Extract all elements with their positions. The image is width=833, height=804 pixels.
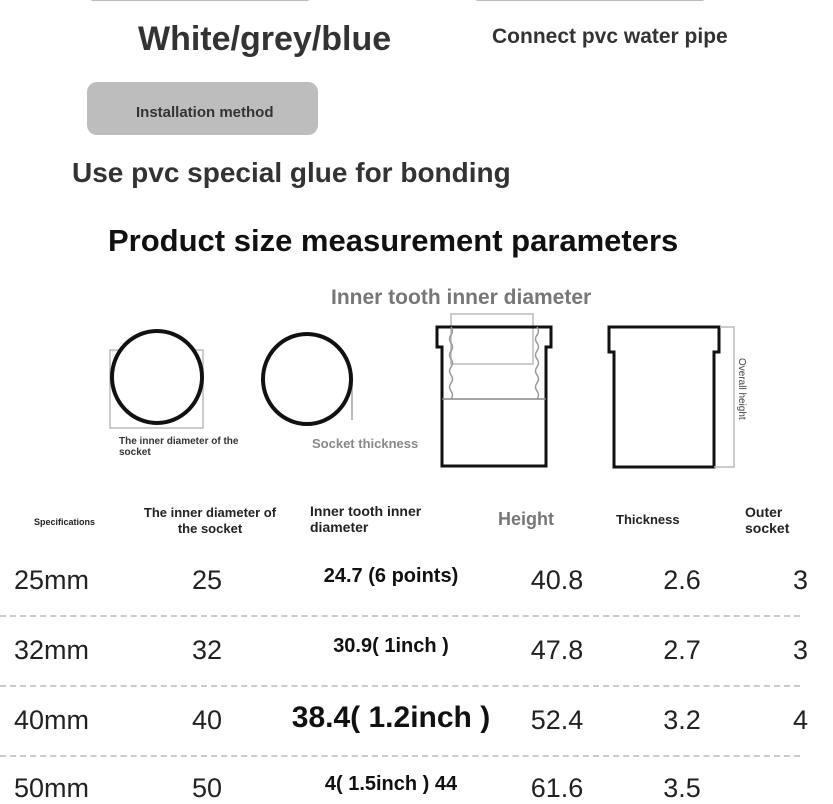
table-cell: 38.4( 1.2inch )	[291, 701, 491, 734]
table-cell: 3.2	[663, 705, 701, 735]
connect-heading: Connect pvc water pipe	[492, 25, 728, 48]
table-cell: 24.7 (6 points)	[323, 565, 459, 587]
header-outer-socket: Outer socket	[745, 504, 790, 536]
table-cell: 3	[793, 565, 809, 595]
table-cell: 3	[793, 635, 809, 665]
table-cell: 50mm	[14, 773, 90, 803]
table-cell: 40mm	[14, 705, 90, 735]
top-divider-left	[90, 0, 310, 1]
header-socket-inner-diameter: The inner diameter of the socket	[143, 505, 277, 536]
socket-thickness-caption: Socket thickness	[312, 436, 419, 451]
table-cell: 40	[191, 705, 223, 735]
table-cell: 25	[191, 565, 223, 595]
socket-thickness-circle	[263, 334, 352, 424]
installation-method-badge	[87, 82, 318, 135]
plain-fitting-section	[609, 327, 734, 467]
header-height: Height	[498, 509, 554, 529]
socket-inner-circle	[110, 331, 203, 428]
header-thickness: Thickness	[616, 512, 680, 527]
row-divider	[0, 615, 800, 617]
table-cell: 25mm	[14, 565, 90, 595]
table-cell: 3.5	[663, 773, 701, 803]
row-divider	[0, 685, 800, 687]
table-cell: 32	[191, 635, 223, 665]
table-cell: 40.8	[530, 565, 584, 595]
table-cell: 50	[191, 773, 223, 803]
table-cell: 47.8	[530, 635, 584, 665]
table-cell: 61.6	[530, 773, 584, 803]
inner-tooth-label: Inner tooth inner diameter	[331, 286, 592, 309]
table-cell: 4( 1.5inch ) 44	[324, 773, 458, 795]
installation-method-label: Installation method	[136, 104, 274, 121]
section-title: Product size measurement parameters	[108, 223, 679, 258]
header-specifications: Specifications	[34, 517, 96, 527]
table-cell: 32mm	[14, 635, 90, 665]
installation-text: Use pvc special glue for bonding	[72, 157, 511, 188]
table-cell: 2.6	[663, 565, 701, 595]
header-inner-tooth-diameter: Inner tooth inner diameter	[310, 503, 422, 535]
threaded-fitting-section	[437, 314, 551, 466]
table-cell: 4	[793, 705, 809, 735]
row-divider	[0, 755, 800, 757]
top-divider-right	[475, 0, 705, 1]
table-cell: 52.4	[530, 705, 584, 735]
overall-height-caption: Overall height	[736, 358, 747, 420]
socket-inner-caption: The inner diameter of the socket	[119, 436, 239, 458]
table-cell: 2.7	[663, 635, 701, 665]
table-cell: 30.9( 1inch )	[333, 635, 449, 657]
color-heading: White/grey/blue	[138, 20, 392, 58]
